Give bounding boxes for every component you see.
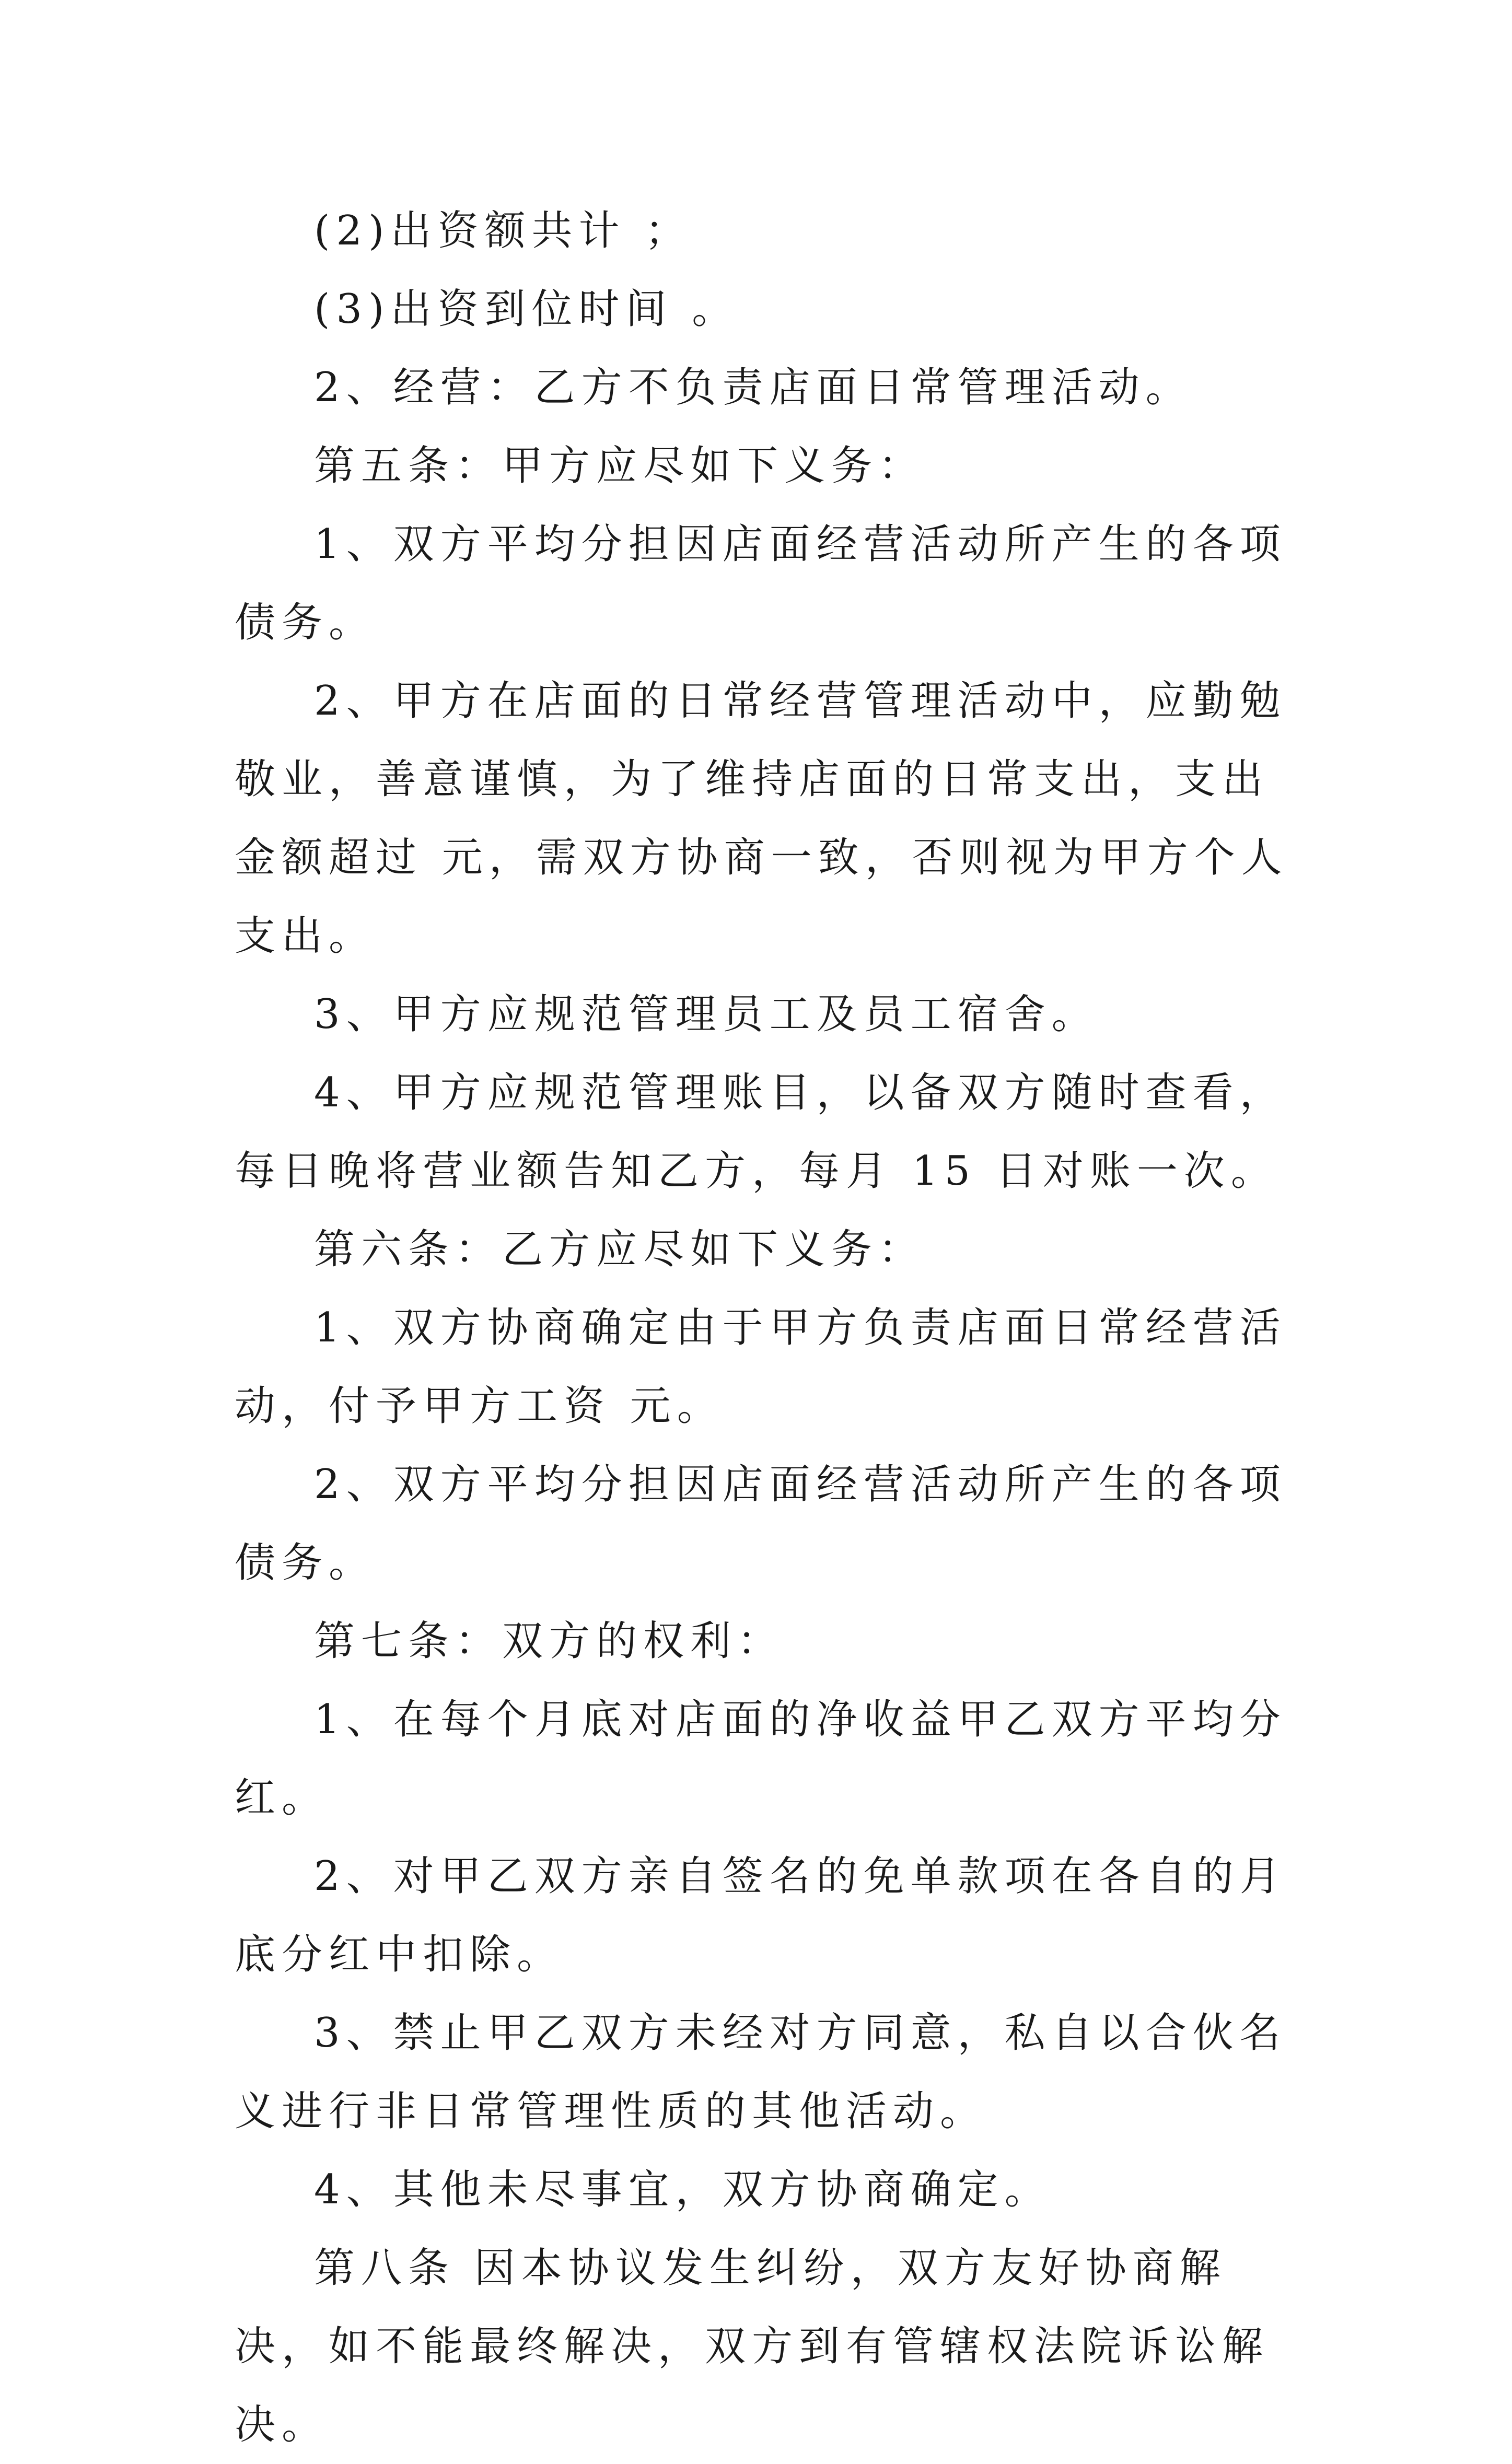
- paragraph-capital-date: (3)出资到位时间 。: [314, 286, 739, 333]
- article-7-heading: 第七条：双方的权利：: [314, 1618, 785, 1665]
- document-body: [235, 192, 1293, 2464]
- article-6-item-2: 2、双方平均分担因店面经营活动所产生的各项债务。: [235, 1461, 1287, 1586]
- article-5-item-1: 1、双方平均分担因店面经营活动所产生的各项债务。: [235, 521, 1287, 646]
- article-6-heading: 第六条：乙方应尽如下义务：: [314, 1226, 926, 1273]
- article-8: 第八条 因本协议发生纠纷，双方友好协商解决，如不能最终解决，双方到有管辖权法院诉讼解决。: [235, 2245, 1270, 2448]
- article-5-item-2: 2、甲方在店面的日常经营管理活动中，应勤勉敬业，善意谨慎，为了维持店面的日常支出，支出金额超过 元，需双方协商一致，否则视为甲方个人支出。: [235, 678, 1288, 960]
- article-7-item-1: 1、在每个月底对店面的净收益甲乙双方平均分红。: [235, 1696, 1287, 1821]
- article-5-item-3: 3、甲方应规范管理员工及员工宿舍。: [314, 991, 1099, 1038]
- paragraph-capital-amount: (2)出资额共计 ；: [314, 207, 692, 254]
- article-6-item-1: 1、双方协商确定由于甲方负责店面日常经营活动，付予甲方工资 元。: [235, 1304, 1287, 1430]
- article-7-item-4: 4、其他未尽事宜，双方协商确定。: [314, 2166, 1052, 2213]
- article-7-item-2: 2、对甲乙双方亲自签名的免单款项在各自的月底分红中扣除。: [235, 1853, 1287, 1978]
- article-7-item-3: 3、禁止甲乙双方未经对方同意，私自以合伙名义进行非日常管理性质的其他活动。: [235, 2010, 1287, 2135]
- article-5-heading: 第五条：甲方应尽如下义务：: [314, 442, 926, 489]
- paragraph-operation: 2、经营：乙方不负责店面日常管理活动。: [314, 364, 1193, 411]
- article-5-item-4: 4、甲方应规范管理账目，以备双方随时查看，每日晚将营业额告知乙方，每月 15 日对账一次。: [235, 1069, 1287, 1195]
